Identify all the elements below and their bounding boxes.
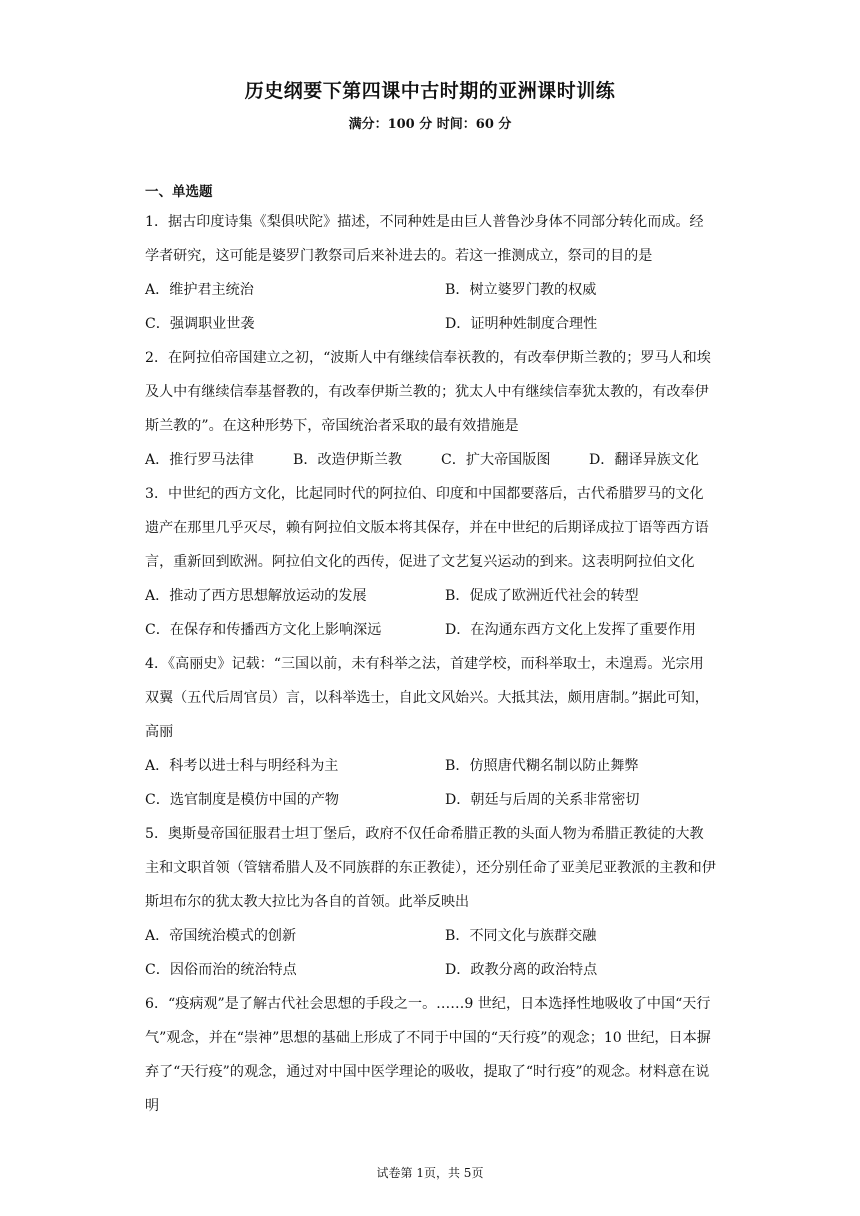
question-3-option-d: D．在沟通东西方文化上发挥了重要作用 <box>445 622 696 638</box>
question-4-options <box>145 749 717 817</box>
question-3-text: 3．中世纪的西方文化，比起同时代的阿拉伯、印度和中国都要落后，古代希腊罗马的文化遗产在那里几乎灭尽，赖有阿拉伯文版本将其保存，并在中世纪的后期译成拉丁语等西方语言，重新回到欧洲。阿拉伯文化的西传，促进了文艺复兴运动的到来。这表明阿拉伯文化 <box>145 486 709 570</box>
question-1-option-a: A．维护君主统治 <box>145 282 254 298</box>
question-2-option-b: B．改造伊斯兰教 <box>293 452 403 468</box>
question-5-options <box>145 919 717 987</box>
question-5-text: 5．奥斯曼帝国征服君士坦丁堡后，政府不仅任命希腊正教的头面人物为希腊正教徒的大教主和文职首领（管辖希腊人及不同族群的东正教徒），还分别任命了亚美尼亚教派的主教和伊斯坦布尔的犹太教大拉比为各自的首领。此举反映出 <box>145 826 716 910</box>
question-3-option-c: C．在保存和传播西方文化上影响深远 <box>145 622 382 638</box>
section-heading: 一、单选题 <box>145 184 213 200</box>
question-4-option-c: C．选官制度是模仿中国的产物 <box>145 792 340 808</box>
question-1-option-b: B．树立婆罗门教的权威 <box>445 282 597 298</box>
question-4-option-d: D．朝廷与后周的关系非常密切 <box>445 792 640 808</box>
exam-subtitle: 满分：100 分 时间：60 分 <box>348 117 512 132</box>
page-footer: 试卷第 1页，共 5页 <box>376 1166 484 1180</box>
question-list <box>145 205 717 1123</box>
question-1-options <box>145 273 717 341</box>
exam-title: 历史纲要下第四课中古时期的亚洲课时训练 <box>244 80 616 102</box>
question-3-option-b: B．促成了欧洲近代社会的转型 <box>445 588 639 604</box>
question-2-option-d: D．翻译异族文化 <box>589 452 699 468</box>
question-2-option-c: C．扩大帝国版图 <box>441 452 551 468</box>
question-3-option-a: A．推动了西方思想解放运动的发展 <box>145 588 367 604</box>
question-5-option-d: D．政教分离的政治特点 <box>445 962 598 978</box>
question-4-option-b: B．仿照唐代糊名制以防止舞弊 <box>445 758 639 774</box>
question-2-options <box>145 443 717 477</box>
question-1-option-c: C．强调职业世袭 <box>145 316 255 332</box>
question-5-option-c: C．因俗而治的统治特点 <box>145 962 297 978</box>
question-1-text: 1．据古印度诗集《梨俱吠陀》描述，不同种姓是由巨人普鲁沙身体不同部分转化而成。经学者研究，这可能是婆罗门教祭司后来补进去的。若这一推测成立，祭司的目的是 <box>145 214 704 264</box>
question-2-text: 2．在阿拉伯帝国建立之初，“波斯人中有继续信奉祆教的，有改奉伊斯兰教的；罗马人和埃及人中有继续信奉基督教的，有改奉伊斯兰教的；犹太人中有继续信奉犹太教的，有改奉伊斯兰教的”。在这种形势下，帝国统治者采取的最有效措施是 <box>145 350 711 434</box>
question-1-option-d: D．证明种姓制度合理性 <box>445 316 598 332</box>
question-5-option-a: A．帝国统治模式的创新 <box>145 928 297 944</box>
question-4-option-a: A．科考以进士科与明经科为主 <box>145 758 339 774</box>
question-2-option-a: A．推行罗马法律 <box>145 452 254 468</box>
question-6-text: 6．“疫病观”是了解古代社会思想的手段之一。……9 世纪，日本选择性地吸收了中国“天行气”观念，并在“崇神”思想的基础上形成了不同于中国的“天行疫”的观念；10 世纪，日本摒弃了“天行疫”的观念，通过对中国中医学理论的吸收，提取了“时行疫”的观念。材料意在说明 <box>145 996 711 1114</box>
question-5-option-b: B．不同文化与族群交融 <box>445 928 597 944</box>
question-4-text: 4．《高丽史》记载：“三国以前，未有科举之法，首建学校，而科举取士，未遑焉。光宗用双翼（五代后周官员）言，以科举选士，自此文风始兴。大抵其法，颇用唐制。”据此可知，高丽 <box>145 656 709 740</box>
question-3-options <box>145 579 717 647</box>
